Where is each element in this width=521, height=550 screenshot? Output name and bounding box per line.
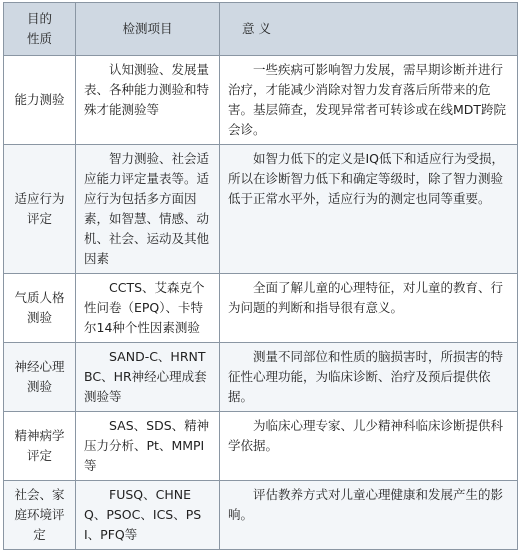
header-purpose [4,3,76,56]
row-meaning: 全面了解儿童的心理特征，对儿童的教育、行为问题的判断和指导很有意义。 [220,274,518,343]
row-meaning: 测量不同部位和性质的脑损害时，所损害的特征性心理功能，为临床诊断、治疗及预后提供依据。 [220,343,518,412]
row-items: 智力测验、社会适应能力评定量表等。适应行为包括多方面因素，如智慧、情感、动机、社会、运动及其他因素 [76,145,220,274]
row-meaning: 一些疾病可影响智力发展，需早期诊断并进行治疗，才能减少消除对智力发育落后所带来的危害。基层筛查，发现异常者可转诊或在线MDT跨院会诊。 [220,56,518,145]
table-row [4,412,518,481]
row-purpose: 精神病学评定 [4,412,76,481]
row-items: CCTS、艾森克个性问卷（EPQ）、卡特尔14种个性因素测验 [76,274,220,343]
header-purpose-line2: 性质 [26,31,52,46]
row-meaning: 如智力低下的定义是IQ低下和适应行为受损，所以在诊断智力低下和确定等级时，除了智力测验低于正常水平外，适应行为的测定也同等重要。 [220,145,518,274]
row-items: SAND-C、HRNTBC、HR神经心理成套测验等 [76,343,220,412]
table-row [4,56,518,145]
header-items: 检测项目 [76,3,220,56]
row-items: FUSQ、CHNEQ、PSOC、ICS、PSI、PFQ等 [76,481,220,550]
row-items: SAS、SDS、精神压力分析、Pt、MMPI等 [76,412,220,481]
table-row [4,481,518,550]
row-purpose: 社会、家庭环境评定 [4,481,76,550]
table-row [4,145,518,274]
header-row [4,3,518,56]
row-purpose: 能力测验 [4,56,76,145]
row-purpose: 神经心理测验 [4,343,76,412]
header-purpose-line1: 目的 [26,11,52,26]
table-row [4,343,518,412]
test-table [3,2,518,550]
row-items: 认知测验、发展量表、各种能力测验和特殊才能测验等 [76,56,220,145]
header-meaning: 意 义 [220,3,518,56]
row-meaning: 为临床心理专家、儿少精神科临床诊断提供科学依据。 [220,412,518,481]
row-purpose: 气质人格测验 [4,274,76,343]
table-row [4,274,518,343]
row-purpose: 适应行为评定 [4,145,76,274]
row-meaning: 评估教养方式对儿童心理健康和发展产生的影响。 [220,481,518,550]
